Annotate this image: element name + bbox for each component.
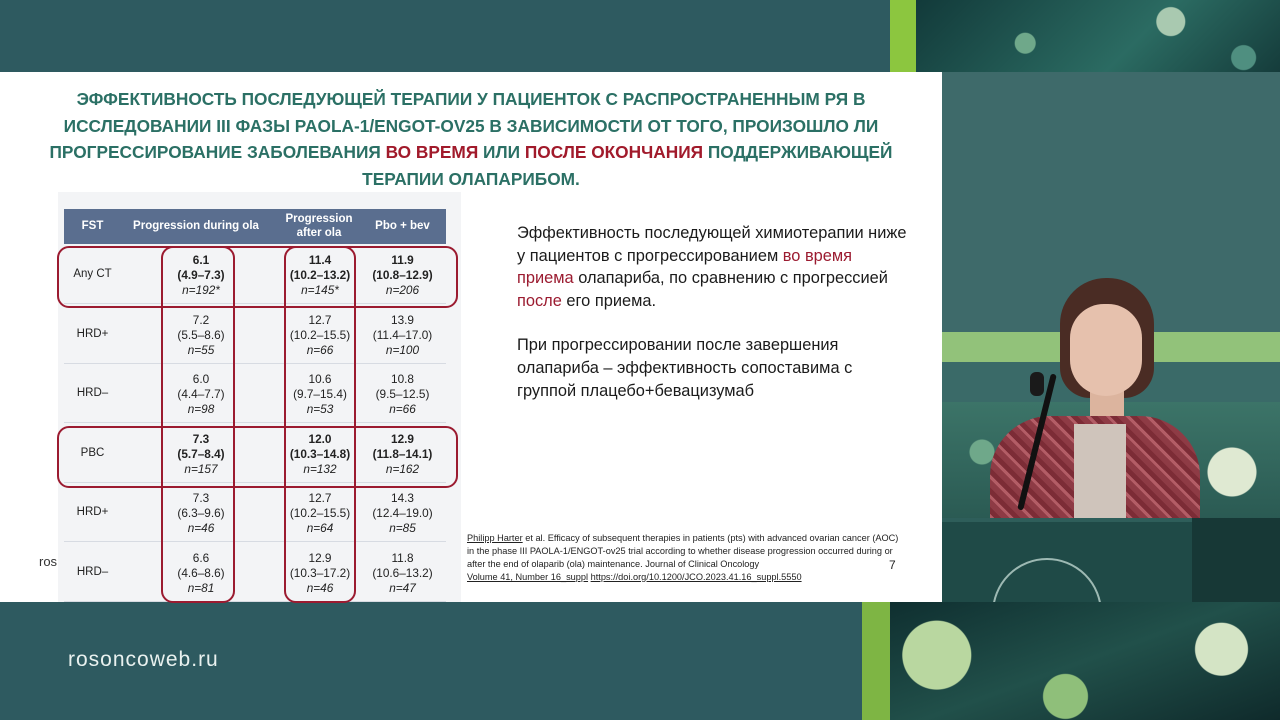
table-row (64, 544, 446, 602)
page-number: 7 (889, 558, 896, 572)
presentation-slide (0, 72, 942, 602)
cell-ci: (5.7–8.4) (177, 446, 225, 461)
title-highlight-during: ВО ВРЕМЯ (385, 142, 479, 162)
cell-median: 6.1 (192, 253, 210, 267)
cell-median: 7.3 (192, 431, 210, 446)
table-cell (359, 551, 446, 596)
cell-n: n=85 (389, 521, 416, 535)
header-after: Progression after ola (285, 213, 353, 239)
cell-ci: (11.4–17.0) (372, 327, 433, 342)
cell-n: n=64 (306, 521, 334, 535)
cell-n: n=100 (385, 342, 420, 357)
table-cell (359, 313, 446, 358)
cell-ci: (9.5–12.5) (375, 387, 430, 401)
cell-median: 12.0 (308, 431, 332, 446)
cell-median: 12.9 (391, 431, 414, 446)
title-text-3: ПОДДЕРЖИВАЮЩЕЙ ТЕРАПИИ ОЛАПАРИБОМ. (362, 142, 893, 189)
speaker-face (1070, 304, 1142, 396)
cell-n: n=145* (301, 283, 339, 297)
cell-ci: (12.4–19.0) (372, 506, 433, 520)
ref-doi-link[interactable]: https://doi.org/10.1200/JCO.2023.41.16_suppl.5550 (590, 571, 802, 582)
speaker-video (942, 72, 1280, 602)
row-label: Any CT (73, 268, 112, 280)
cell-ci: (10.3–17.2) (289, 565, 351, 580)
cell-ci: (5.5–8.6) (177, 327, 225, 342)
cell-median: 6.0 (192, 372, 210, 386)
cell-ci: (4.9–7.3) (177, 268, 225, 282)
cell-n: n=55 (187, 342, 215, 357)
row-label: HRD+ (76, 506, 109, 518)
cell-median: 6.6 (192, 550, 210, 565)
cell-n: n=47 (389, 580, 416, 595)
table-header (64, 209, 446, 244)
cell-median: 10.6 (308, 372, 332, 386)
cell-median: 7.3 (192, 491, 210, 505)
cell-n: n=66 (306, 342, 334, 357)
site-url[interactable]: rosoncoweb.ru (68, 648, 219, 671)
p1-text-c: его приема. (561, 291, 657, 310)
title-highlight-after: ПОСЛЕ ОКОНЧАНИЯ (524, 142, 704, 162)
ref-volume-link[interactable]: Volume 41, Number 16_suppl (467, 571, 589, 582)
cell-median: 11.9 (391, 253, 414, 267)
cell-median: 12.7 (308, 312, 332, 327)
cell-ci: (9.7–15.4) (293, 387, 347, 401)
bottom-accent-stripe (862, 602, 890, 720)
cell-ci: (10.2–13.2) (289, 268, 351, 282)
cell-ci: (4.6–8.6) (177, 565, 225, 580)
cell-ci: (10.2–15.5) (289, 506, 351, 520)
cell-n: n=206 (385, 283, 420, 297)
highlight-anyct-row (57, 246, 458, 308)
table-row (64, 306, 446, 364)
top-band (0, 0, 890, 72)
ref-author[interactable]: Philipp Harter (467, 533, 523, 543)
row-label: HRD– (76, 565, 109, 578)
row-label: HRD+ (76, 327, 109, 340)
p1-text-a: Эффективность последующей химиотерапии ниже у пациентов с прогрессированием (517, 224, 907, 265)
cell-median: 12.7 (308, 491, 332, 505)
cell-n: n=192* (182, 283, 220, 297)
slide-body-text (517, 222, 907, 402)
title-text-2: ИЛИ (478, 142, 525, 162)
highlight-pbc-row (57, 426, 458, 488)
top-decorative-art (916, 0, 1280, 72)
cell-ci: (6.3–9.6) (177, 506, 225, 520)
cell-median: 10.8 (391, 372, 414, 386)
p1-highlight-after: после (517, 291, 562, 310)
podium-side (1192, 518, 1280, 602)
cell-n: n=46 (187, 521, 215, 535)
cell-median: 11.8 (391, 550, 414, 565)
header-fst: FST (81, 220, 104, 232)
cell-n: n=162 (385, 461, 420, 476)
table-row (64, 484, 446, 542)
header-during: Progression during ola (133, 220, 259, 232)
cell-n: n=98 (187, 402, 215, 416)
cell-median: 11.4 (308, 253, 332, 267)
slide-title (38, 86, 904, 192)
ref-et-al: et al. (522, 533, 548, 543)
cell-n: n=66 (389, 402, 416, 416)
cell-ci: (10.6–13.2) (372, 565, 433, 580)
watermark-fragment: ros (39, 554, 58, 569)
table-cell (359, 491, 446, 536)
cell-ci: (10.8–12.9) (372, 268, 433, 282)
cell-n: n=132 (303, 461, 337, 476)
cell-ci: (4.4–7.7) (177, 387, 225, 401)
microphone-icon (1030, 372, 1044, 396)
bottom-decorative-art (890, 602, 1280, 720)
cell-median: 7.2 (192, 312, 210, 327)
cell-ci: (10.2–15.5) (289, 327, 351, 342)
title-text-1: ЭФФЕКТИВНОСТЬ ПОСЛЕДУЮЩЕЙ ТЕРАПИИ У ПАЦИЕНТОК С РАСПРОСТРАНЕННЫМ РЯ В ИССЛЕДОВАНИИ III ФАЗЫ PAOLA-1/ENGOT-OV25 В ЗАВИСИМОСТИ ОТ ТОГО, ПРОИЗОШЛО ЛИ ПРОГРЕССИРОВАНИЕ ЗАБОЛЕВАНИЯ (49, 89, 879, 162)
paragraph-2: При прогрессировании после завершения олапариба – эффективность сопоставима с группой плацебо+бевацизумаб (517, 336, 853, 400)
p1-text-b: олапариба, по сравнению с прогрессией (573, 269, 888, 288)
header-pbo-bev: Pbo + bev (375, 220, 430, 232)
table-row (64, 365, 446, 423)
cell-n: n=46 (306, 580, 334, 595)
cell-median: 12.9 (308, 550, 332, 565)
cell-median: 13.9 (391, 312, 414, 327)
cell-n: n=53 (306, 402, 334, 416)
p1-highlight-during: во время приема (517, 246, 853, 288)
top-accent-stripe (890, 0, 916, 72)
cell-n: n=81 (187, 580, 215, 595)
table-cell (359, 372, 446, 417)
cell-ci: (11.8–14.1) (372, 446, 433, 461)
reference-citation (467, 532, 907, 584)
cell-ci: (10.3–14.8) (289, 446, 351, 461)
paragraph-1 (517, 222, 907, 312)
row-label: PBC (80, 446, 105, 459)
cell-median: 14.3 (391, 491, 414, 505)
cell-n: n=157 (184, 461, 218, 476)
row-label: HRD– (76, 387, 109, 399)
ref-text: Efficacy of subsequent therapies in patients (pts) with advanced ovarian cancer (AOC) in the phase III PAOLA-1/ENGOT-ov25 trial according to whether disease progression occurred during or after the end of olaparib (ola) maintenance. Journal of Clinical Oncology (467, 533, 899, 569)
